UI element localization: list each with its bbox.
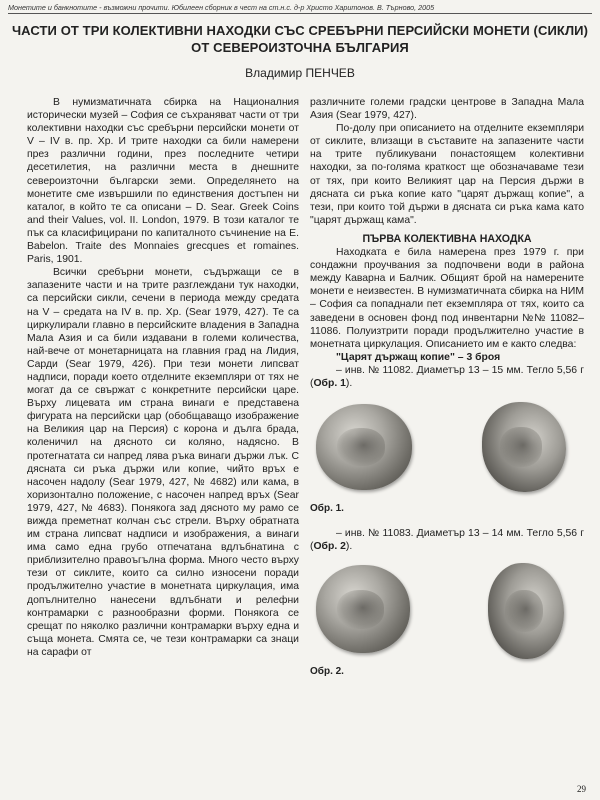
page-number: 29 bbox=[577, 784, 586, 794]
running-header: Монетите и банкнотите - възможни прочити. Юбилеен сборник в чест на ст.н.с. д-р Христо Харитонов. В. Търново, 2005 bbox=[8, 3, 435, 12]
right-column bbox=[310, 96, 584, 678]
item-description bbox=[310, 527, 584, 553]
paragraph: По-долу при описанието на отделните екземпляри от сиклите, влизащи в съставите на запазените части на трите публикувани понастоящем колективни находки, за по-голяма краткост ще обозначаваме тези от тях, при които Великият цар на Персия държи в дясната си ръка копие като "царят държащ копие", а тези, при които той държи в дясната си ръка кама като "царят държащ кама". bbox=[310, 123, 584, 226]
article-title: ЧАСТИ ОТ ТРИ КОЛЕКТИВНИ НАХОДКИ СЪС СРЕБЪРНИ ПЕРСИЙСКИ МОНЕТИ (СИКЛИ) ОТ СЕВЕРОИЗТОЧНА БЪЛГАРИЯ bbox=[11, 23, 589, 55]
coin-reverse-image bbox=[482, 402, 566, 492]
figure-caption: Обр. 2. bbox=[310, 666, 344, 678]
figure-2 bbox=[310, 559, 584, 663]
section-heading: ПЪРВА КОЛЕКТИВНА НАХОДКА bbox=[362, 232, 532, 245]
item-text: – инв. № 11083. Диаметър 13 – 14 мм. Тегло 5,56 г ( bbox=[310, 528, 584, 553]
figure-1 bbox=[310, 396, 584, 500]
paragraph: Находката е била намерена през 1979 г. при сондажни проучвания за подпочвени води в района между Каварна и Балчик. Общият брой на намерените монети е неизвестен. В нумизматичната сбирка на НИМ – София са попаднали пет екземпляра от тях, които са заведени в основен фонд под инвентарни №№ 11082–11086. Полуизтрити поради продължително участие в монетната циркулация. Описанието им е както следва: bbox=[310, 247, 584, 350]
figure-reference: Обр. 1 bbox=[313, 377, 346, 389]
item-text-end: ). bbox=[345, 541, 353, 553]
left-column bbox=[27, 96, 299, 659]
header-divider bbox=[8, 13, 592, 14]
item-text: – инв. № 11082. Диаметър 13 – 15 мм. Тегло 5,56 г ( bbox=[310, 364, 584, 389]
coin-obverse-image bbox=[316, 404, 412, 490]
article-author: Владимир ПЕНЧЕВ bbox=[245, 66, 355, 80]
paragraph: В нумизматичната сбирка на Националния исторически музей – София се съхраняват части от три колективни находки със сребърни персийски монети от V – IV в. пр. Хр. И трите находки са били намерени през различни години, през последните четири десетилетия, на различни места в днешните североизточни български земи. Определянето на монетите сме извършили по единствения достъпен ни каталог, в който те са описани – D. Sear. Greek Coins and their Values, vol. II. London, 1979. В този каталог те пък са класифицирани по капиталното съчинение на E. Babelon. Traite des Monnaies grecques et romaines. Paris, 1901. bbox=[27, 97, 299, 266]
figure-caption: Обр. 1. bbox=[310, 503, 344, 515]
coin-obverse-image bbox=[316, 565, 410, 653]
item-text-end: ). bbox=[345, 377, 353, 389]
figure-reference: Обр. 2 bbox=[313, 541, 346, 553]
item-heading bbox=[310, 351, 584, 364]
item-description bbox=[310, 364, 584, 390]
paragraph: Всички сребърни монети, съдържащи се в запазените части и на трите разглеждани тук находки, са персийски сикли, сечени в периода между средата на V – средата на IV в. пр. Хр. (Sear 1979, 427). Те са циркулирали главно в персийските владения в Западна Мала Азия и са били издавани в големи количества, най-вече от монетарницата на главния град на Лидия, Сарди (Sear 1979, 426). При тези монети липсват надписи, поради което отделните екземпляри от тях не могат да се свържат с конкретните персийски царе. Върху лицевата им страна винаги е представена фигурата на персийски цар (обобщаващо изображение на Великия цар на Персия) с корона и дълга брада, коленичил на дясното си коляно, надясно. В протегнатата си напред лява ръка винаги държи лък. С дясната си ръка държи или копие, чийто връх е насочен надолу (Sear 1979, 427, № 4682) или кама, в хоризонтално положение, с насочен напред връх (Sear 1979, 427, № 4683). Понякога зад дясното му рамо се вижда преметнат колчан със стрели. Върху обратната им страна липсват надписи и изображения, а винаги има само една грубо отпечатана вдлъбнатина с приблизително правоъгълна форма. Много често върху тези от сиклите, които са силно износени поради продължително участие в монетната циркулация, има допълнително нанесени вдлъбнати и релефни контрамарки с разнообразни форми. Понякога се срещат по няколко различни контрамарки върху една и съща монета. Смята се, че тези контрамарки са знаци на сарафи от bbox=[27, 267, 299, 658]
coin-reverse-image bbox=[488, 563, 564, 659]
paragraph: различните големи градски центрове в Западна Мала Азия (Sear 1979, 427). bbox=[310, 97, 584, 122]
item-heading-count: – 3 броя bbox=[454, 351, 501, 363]
item-heading-title: "Царят държащ копие" bbox=[336, 351, 455, 363]
